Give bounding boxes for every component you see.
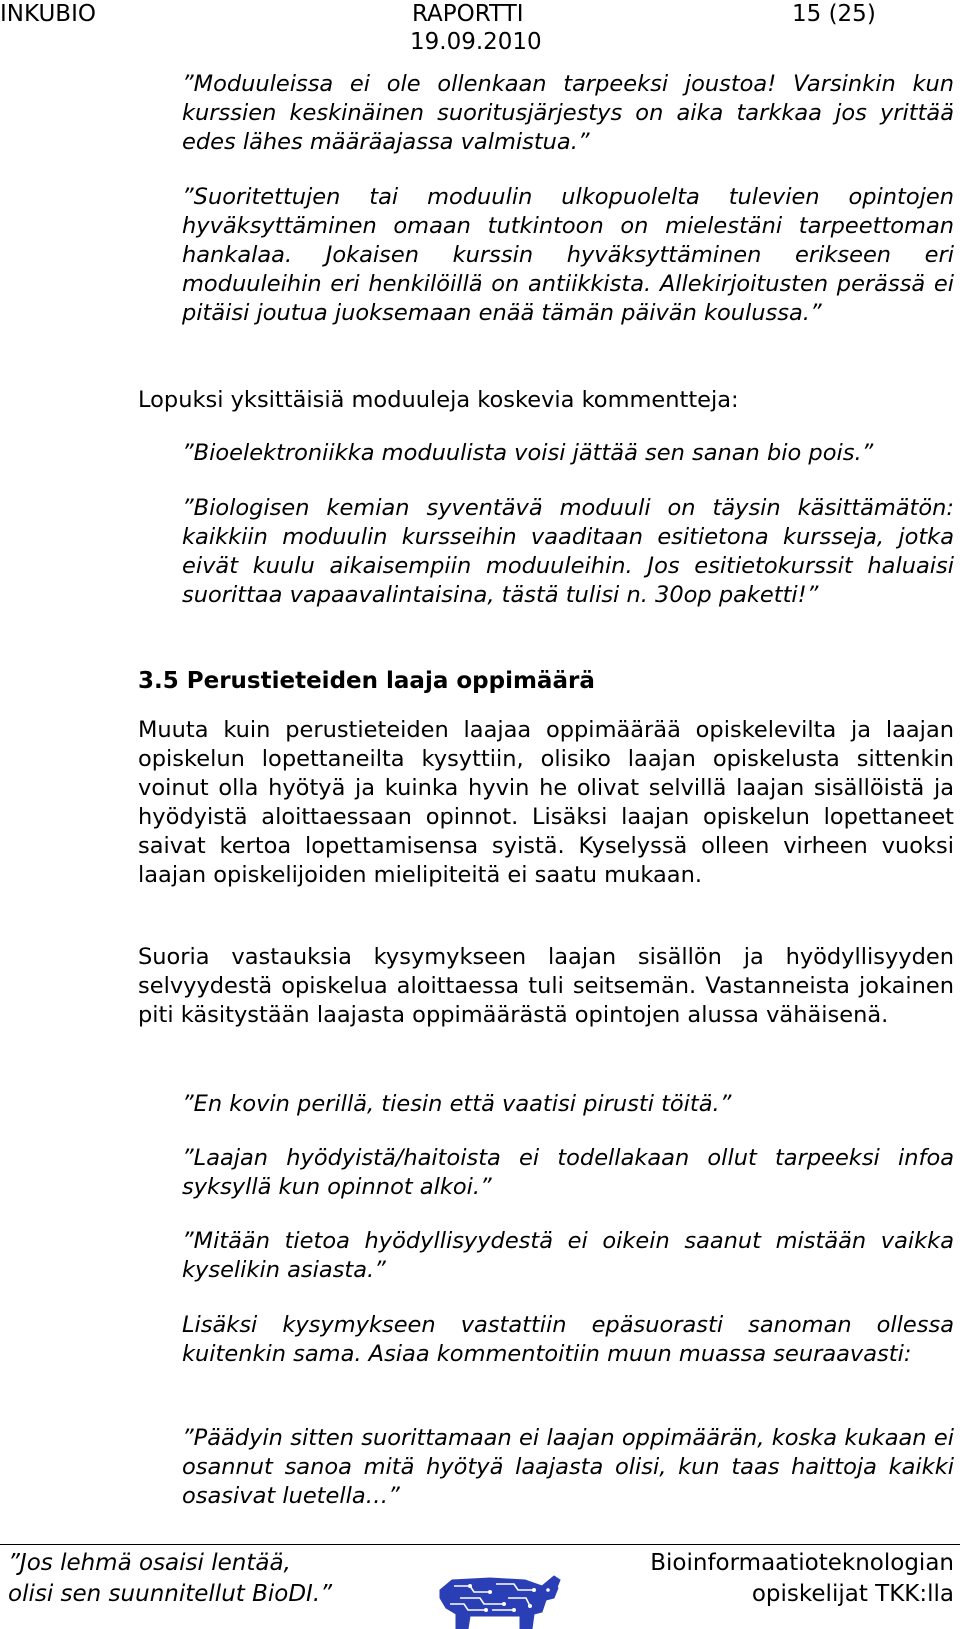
footer-slogan [8, 1548, 408, 1610]
header-page-number: 15 (25) [792, 1, 876, 27]
footer-org-line-2: opiskelijat TKK:lla [751, 1581, 954, 1607]
quote-biological-chemistry: ”Biologisen kemian syventävä moduuli on täysin käsittämätön: kaikkiin moduulin kursseihin vaaditaan esitietona kursseja, jotka eivät kuulu aikaisempiin moduuleihin. Jos esitietokurssit haluaisi suorittaa vapaavalintaisina, tästä tulisi n. 30op paketti!” [182, 495, 954, 608]
quote-modules-flexibility: ”Moduuleissa ei ole ollenkaan tarpeeksi joustoa! Varsinkin kun kurssien keskinäinen suoritusjärjestys on aika tarkkaa jos yrittää edes lähes määräajassa valmistua.” [182, 71, 954, 155]
footer-organization [554, 1548, 954, 1610]
quote-chose-not-extensive: ”Päädyin sitten suorittamaan ei laajan oppimäärän, koska kukaan ei osannut sanoa mitä hyötyä laajasta olisi, kun taas haittoja kaikki osasivat luetella…” [182, 1425, 954, 1509]
section-paragraph-1: Muuta kuin perustieteiden laajaa oppimäärää opiskelevilta ja laajan opiskelun lopettaneilta kysyttiin, olisiko laajan opiskelusta sittenkin voinut olla hyötyä ja kuinka hyvin he olivat selvillä laajan sisällöistä ja hyödyistä aloittaessaan opinnot. Lisäksi laajan opiskelun lopettaneet saivat kertoa lopettamisensa syistä. Kyselyssä olleen virheen vuoksi laajan opiskelijoiden mielipiteitä ei saatu mukaan. [138, 717, 954, 888]
module-comments-intro: Lopuksi yksittäisiä moduuleja koskevia kommentteja: [138, 387, 739, 413]
quote-not-enough-info: ”Laajan hyödyistä/haitoista ei todellakaan ollut tarpeeksi infoa syksyllä kun opinnot alkoi.” [182, 1145, 954, 1200]
footer-slogan-line-2: olisi sen suunnitellut BioDI.” [8, 1581, 333, 1607]
section-paragraph-2: Suoria vastauksia kysymykseen laajan sisällön ja hyödyllisyyden selvyydestä opiskelua aloittaessa tuli seitsemän. Vastanneista jokainen piti käsitystään laajasta oppimäärästä opintojen alussa vähäisenä. [138, 944, 954, 1028]
circuit-cow-logo-icon [430, 1568, 562, 1629]
indirect-answers-note: Lisäksi kysymykseen vastattiin epäsuorasti sanoman ollessa kuitenkin sama. Asiaa kommentoitiin muun muassa seuraavasti: [182, 1312, 954, 1367]
section-heading: 3.5 Perustieteiden laaja oppimäärä [138, 668, 595, 694]
quote-not-aware: ”En kovin perillä, tiesin että vaatisi pirusti töitä.” [182, 1091, 732, 1117]
header-org: INKUBIO [0, 1, 96, 27]
quote-credit-transfer: ”Suoritettujen tai moduulin ulkopuolelta tulevien opintojen hyväksyttäminen omaan tutkintoon on mielestäni tarpeettoman hankalaa. Jokaisen kurssin hyväksyttäminen erikseen eri moduuleihin eri henkilöillä on antiikkista. Allekirjoitusten perässä ei pitäisi joutua juoksemaan enää tämän päivän koulussa.” [182, 184, 954, 326]
quote-bioelectronics: ”Bioelektroniikka moduulista voisi jättää sen sanan bio pois.” [182, 440, 874, 466]
header-doc-type: RAPORTTI [412, 1, 524, 27]
footer-slogan-line-1: ”Jos lehmä osaisi lentää, [8, 1550, 291, 1576]
quote-no-information: ”Mitään tietoa hyödyllisyydestä ei oikein saanut mistään vaikka kyselikin asiasta.” [182, 1228, 954, 1283]
footer-org-line-1: Bioinformaatioteknologian [650, 1550, 954, 1576]
footer-divider [0, 1544, 960, 1545]
header-date: 19.09.2010 [410, 29, 542, 55]
